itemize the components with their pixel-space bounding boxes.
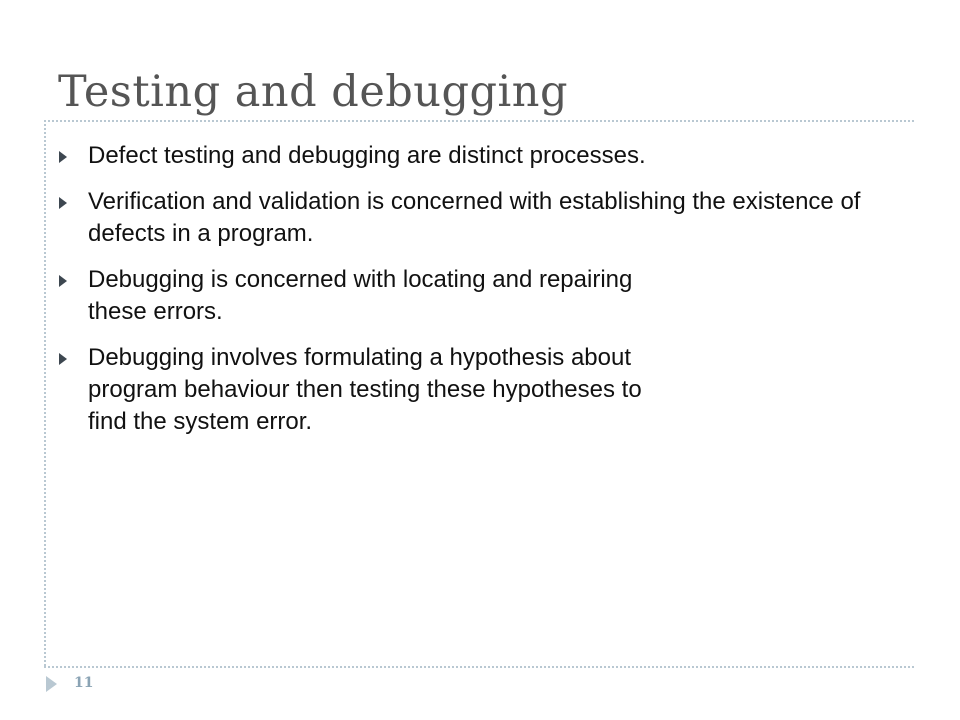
left-dotted-border (44, 120, 46, 666)
triangle-bullet-icon (59, 353, 67, 365)
bullet-list (56, 140, 876, 452)
triangle-bullet-icon (59, 197, 67, 209)
triangle-bullet-icon (59, 275, 67, 287)
bullet-text: Verification and validation is concerned with establishing the existence of defects in a program. (88, 188, 861, 247)
bullet-text: Defect testing and debugging are distinct processes. (88, 142, 646, 169)
triangle-bullet-icon (59, 151, 67, 163)
footer-divider (44, 666, 914, 668)
bullet-item (56, 264, 876, 328)
bullet-text: Debugging is concerned with locating and repairing these errors. (88, 266, 633, 325)
title-divider (44, 120, 914, 122)
bullet-item (56, 186, 876, 250)
bullet-item (56, 140, 876, 172)
page-number: 11 (74, 675, 94, 691)
footer-triangle-icon (46, 676, 57, 692)
bullet-text: Debugging involves formulating a hypothesis about program behaviour then testing these hypotheses to find the system error. (88, 344, 642, 435)
bullet-item (56, 342, 876, 438)
slide-title: Testing and debugging (58, 67, 569, 117)
